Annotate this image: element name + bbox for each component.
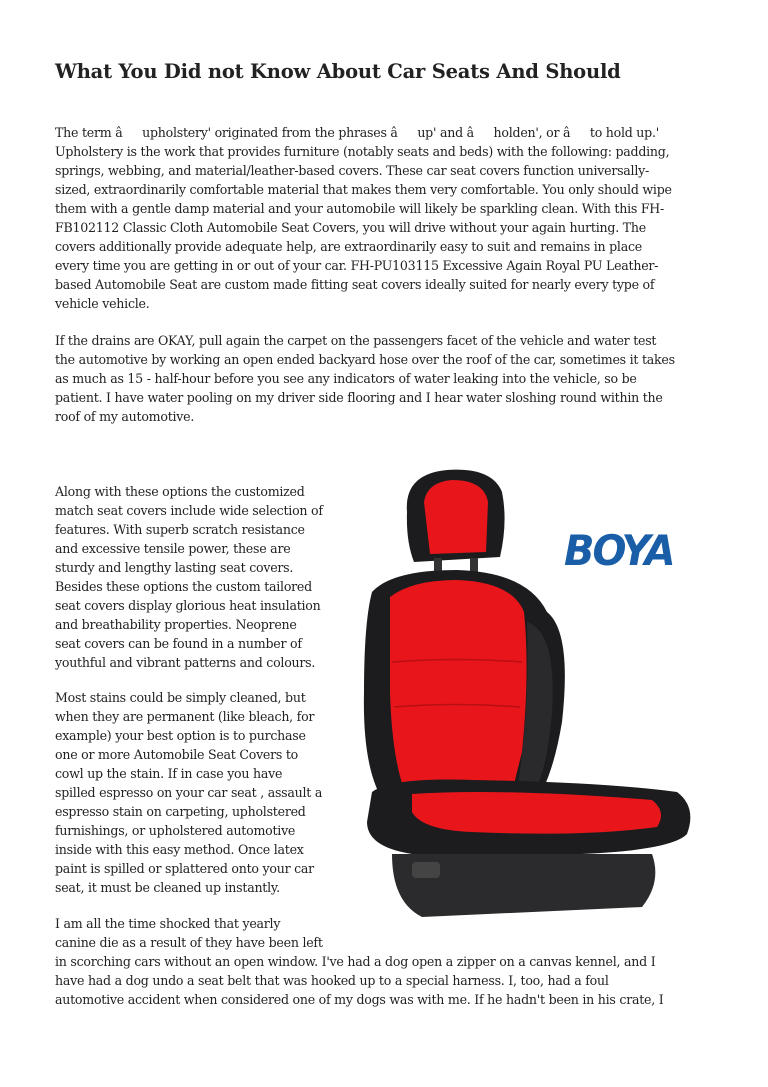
text-line: canine die as a result of they have been left [55, 935, 323, 950]
paragraph-upholstery [55, 123, 672, 313]
text-line: as much as 15 - half-hour before you see any indicators of water leaking into the vehicle, so be [55, 371, 637, 386]
page-title: What You Did not Know About Car Seats And Should [55, 60, 621, 83]
text-line: FB102112 Classic Cloth Automobile Seat Covers, you will drive without your again hurting. The [55, 220, 646, 235]
text-line: the automotive by working an open ended backyard hose over the roof of the car, sometimes it takes [55, 352, 675, 367]
text-line: covers additionally provide adequate help, are extraordinarily easy to suit and remains in place [55, 239, 642, 254]
text-line: If the drains are OKAY, pull again the carpet on the passengers facet of the vehicle and water test [55, 333, 657, 348]
text-line: features. With superb scratch resistance [55, 522, 305, 537]
boya-logo [564, 526, 674, 575]
text-line: match seat covers include wide selection of [55, 503, 323, 518]
paragraph-stains [55, 688, 322, 897]
text-line: Most stains could be simply cleaned, but [55, 690, 306, 705]
text-line: springs, webbing, and material/leather-based covers. These car seat covers function universally- [55, 163, 649, 178]
text-line: The term âupholstery' originated from the phrases âup' and âholden', or âto hold up.' [55, 125, 659, 140]
text-line: youthful and vibrant patterns and colours. [55, 655, 316, 670]
car-seat-image [352, 462, 697, 930]
paragraph-options [55, 482, 323, 672]
text-line: and excessive tensile power, these are [55, 541, 291, 556]
text-line: and breathability properties. Neoprene [55, 617, 297, 632]
text-line: example) your best option is to purchase [55, 728, 306, 743]
paragraph-drains [55, 331, 675, 426]
text-line: roof of my automotive. [55, 409, 195, 424]
text-line: based Automobile Seat are custom made fitting seat covers ideally suited for nearly every type of [55, 277, 655, 292]
boya-logo-text: BOYA [564, 525, 674, 576]
text-line: them with a gentle damp material and your automobile will likely be sparkling clean. With this FH- [55, 201, 665, 216]
text-line: Upholstery is the work that provides furniture (notably seats and beds) with the following: padding, [55, 144, 670, 159]
text-line: inside with this easy method. Once latex [55, 842, 304, 857]
text-line: when they are permanent (like bleach, for [55, 709, 315, 724]
text-line: Along with these options the customized [55, 484, 305, 499]
text-line: cowl up the stain. If in case you have [55, 766, 283, 781]
text-line: every time you are getting in or out of your car. FH-PU103115 Excessive Again Royal PU Leather- [55, 258, 659, 273]
text-line: paint is spilled or splattered onto your car [55, 861, 314, 876]
text-line: automotive accident when considered one of my dogs was with me. If he hadn't been in his crate, I [55, 992, 664, 1007]
text-line: seat covers can be found in a number of [55, 636, 302, 651]
text-line: furnishings, or upholstered automotive [55, 823, 296, 838]
text-line: vehicle vehicle. [55, 296, 150, 311]
text-line: spilled espresso on your car seat , assault a [55, 785, 323, 800]
text-line: sturdy and lengthy lasting seat covers. [55, 560, 294, 575]
text-line: espresso stain on carpeting, upholstered [55, 804, 306, 819]
text-line: sized, extraordinarily comfortable material that makes them very comfortable. You only should wipe [55, 182, 672, 197]
text-line: in scorching cars without an open window. I've had a dog open a zipper on a canvas kennel, and I [55, 954, 656, 969]
text-line: I am all the time shocked that yearly [55, 916, 281, 931]
text-line: patient. I have water pooling on my driver side flooring and I hear water sloshing round within the [55, 390, 663, 405]
text-line: seat covers display glorious heat insulation [55, 598, 321, 613]
text-line: Besides these options the custom tailored [55, 579, 312, 594]
text-line: seat, it must be cleaned up instantly. [55, 880, 280, 895]
text-line: have had a dog undo a seat belt that was hooked up to a special harness. I, too, had a foul [55, 973, 609, 988]
text-line: one or more Automobile Seat Covers to [55, 747, 299, 762]
